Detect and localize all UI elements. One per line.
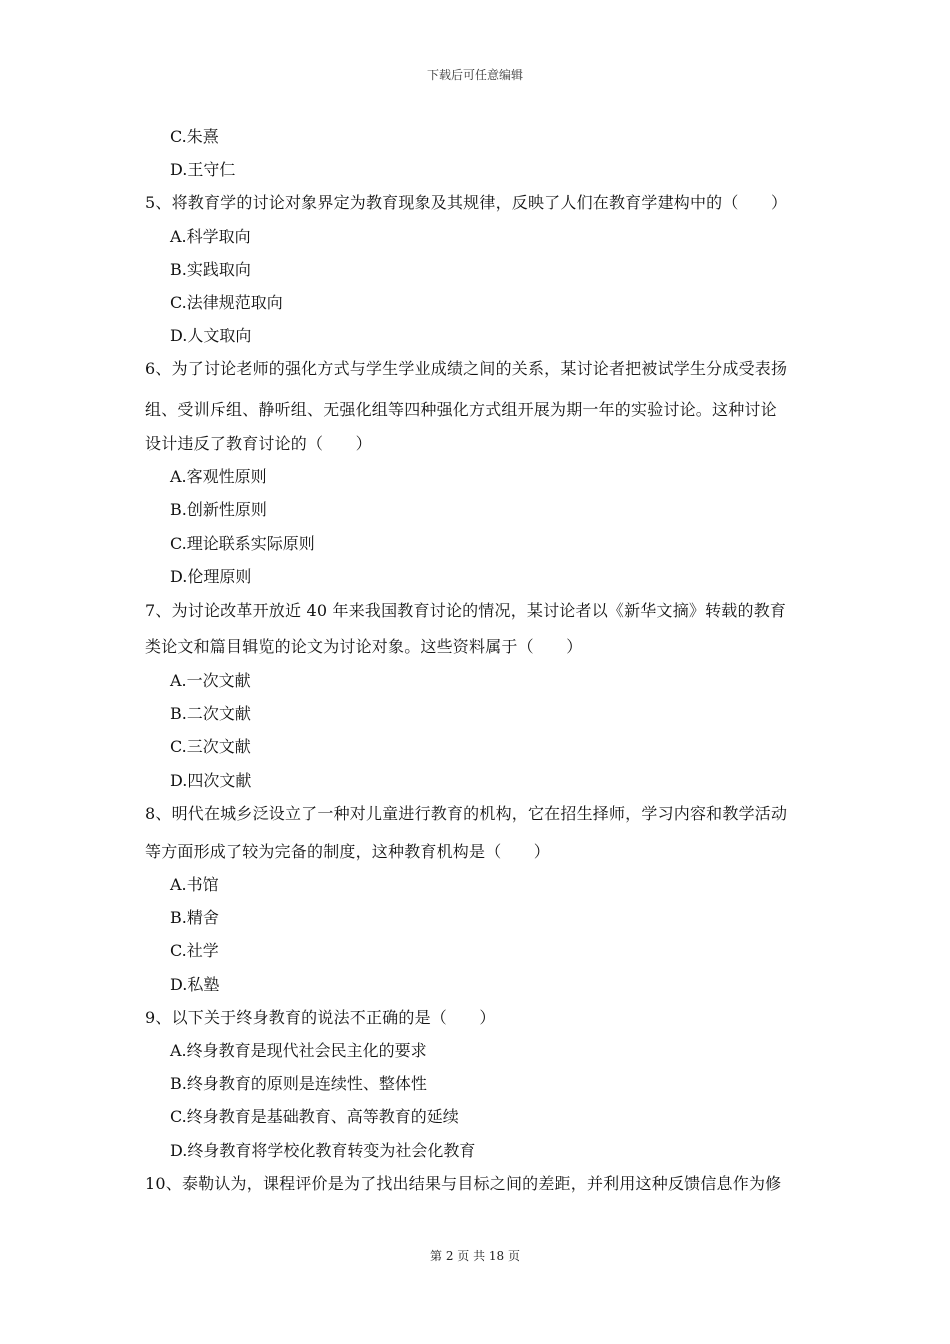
option-line: A.科学取向: [170, 227, 251, 246]
option-line: A.一次文献: [170, 671, 251, 690]
option-line: B.二次文献: [170, 704, 251, 723]
option-line: D.四次文献: [170, 771, 252, 790]
question-7: 7、为讨论改革开放近 40 年来我国教育讨论的情况，某讨论者以《新华文摘》转载的教育: [145, 601, 787, 620]
question-8-continued: 等方面形成了较为完备的制度，这种教育机构是（ ）: [145, 842, 551, 861]
question-6: 6、为了讨论老师的强化方式与学生学业成绩之间的关系，某讨论者把被试学生分成受表扬: [145, 359, 788, 378]
question-6-continued: 设计违反了教育讨论的（ ）: [145, 434, 372, 453]
option-line: A.书馆: [170, 875, 219, 894]
question-6-continued: 组、受训斥组、静听组、无强化组等四种强化方式组开展为期一年的实验讨论。这种讨论: [145, 400, 777, 419]
option-line: C.理论联系实际原则: [170, 534, 315, 553]
option-line: D.终身教育将学校化教育转变为社会化教育: [170, 1141, 476, 1160]
option-line: B.精舍: [170, 908, 219, 927]
option-line: A.终身教育是现代社会民主化的要求: [170, 1041, 427, 1060]
option-line: B.实践取向: [170, 260, 251, 279]
question-7-continued: 类论文和篇目辑览的论文为讨论对象。这些资料属于（ ）: [145, 637, 583, 656]
option-line: D.王守仁: [170, 160, 236, 179]
question-9: 9、以下关于终身教育的说法不正确的是（ ）: [145, 1008, 496, 1027]
question-8: 8、明代在城乡泛设立了一种对儿童进行教育的机构，它在招生择师，学习内容和教学活动: [145, 804, 788, 823]
page-footer: 第 2 页 共 18 页: [430, 1249, 520, 1263]
option-line: D.私塾: [170, 975, 220, 994]
option-line: B.创新性原则: [170, 500, 267, 519]
option-line: A.客观性原则: [170, 467, 267, 486]
option-line: B.终身教育的原则是连续性、整体性: [170, 1074, 427, 1093]
option-line: C.朱熹: [170, 127, 219, 146]
option-line: C.三次文献: [170, 737, 251, 756]
option-line: C.终身教育是基础教育、高等教育的延续: [170, 1107, 459, 1126]
option-line: C.社学: [170, 941, 219, 960]
question-10: 10、泰勒认为，课程评价是为了找出结果与目标之间的差距，并利用这种反馈信息作为修: [145, 1174, 782, 1193]
option-line: D.人文取向: [170, 326, 252, 345]
page-header: 下载后可任意编辑: [426, 68, 523, 82]
option-line: D.伦理原则: [170, 567, 252, 586]
question-5: 5、将教育学的讨论对象界定为教育现象及其规律，反映了人们在教育学建构中的（ ）: [145, 193, 788, 212]
option-line: C.法律规范取向: [170, 293, 283, 312]
